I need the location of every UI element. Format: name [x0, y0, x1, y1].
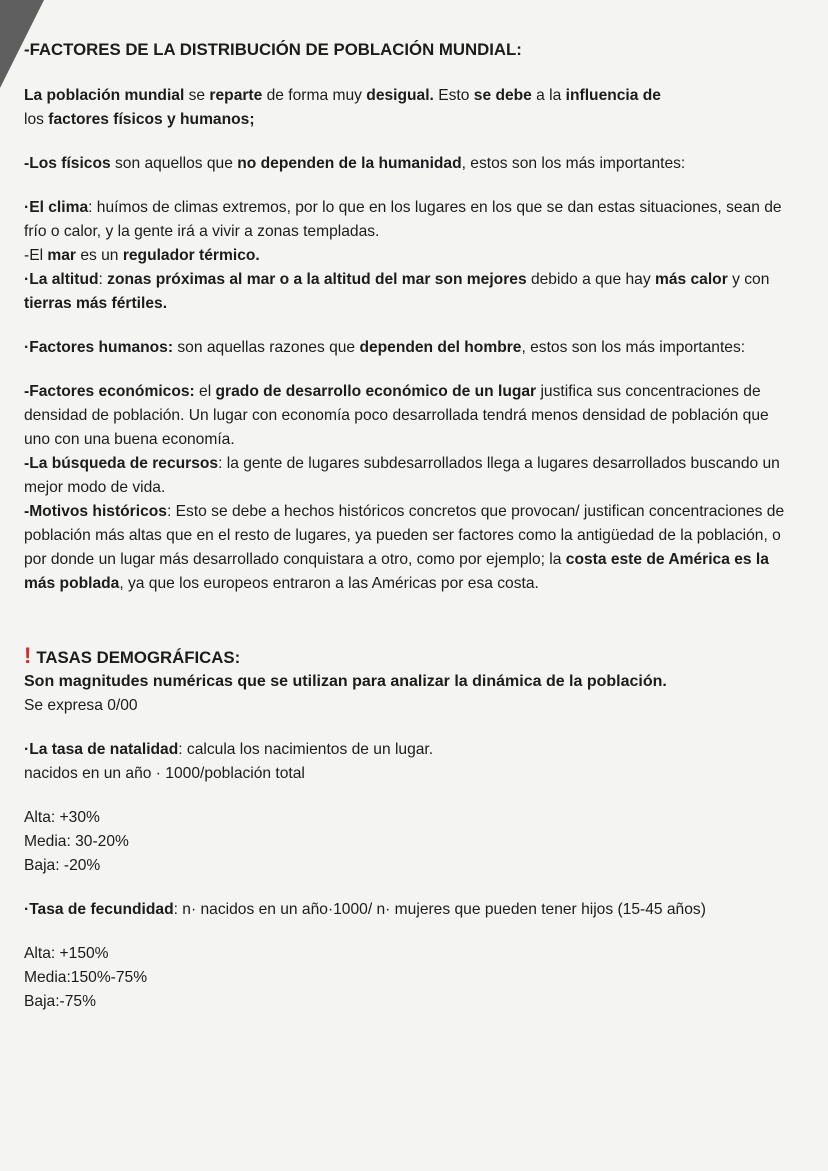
birth-rate-low: Baja: -20%: [24, 857, 101, 874]
historical-reasons-paragraph: -Motivos históricos: Esto se debe a hechos históricos concretos que provocan/ justifican concentraciones de población más altas que en el resto de lugares, ya pueden ser factores como la antigüedad de la población, o por donde un lugar más desarrollado conquistara a otro, como por ejemplo; la costa este de América es la más poblada, ya que los europeos entraron a las Américas por esa costa.: [24, 503, 785, 592]
resources-paragraph: -La búsqueda de recursos: la gente de lugares subdesarrollados llega a lugares desarrollados buscando un mejor modo de vida.: [24, 455, 780, 496]
demographic-rates-heading: ! TASAS DEMOGRÁFICAS:: [24, 643, 241, 668]
fertility-rate-paragraph: ·Tasa de fecundidad: n· nacidos en un año·1000/ n· mujeres que pueden tener hijos (15-45 años): [24, 901, 706, 918]
demographic-rates-definition: Son magnitudes numéricas que se utilizan para analizar la dinámica de la población.: [24, 673, 667, 690]
altitude-paragraph: ·La altitud: zonas próximas al mar o a la altitud del mar son mejores debido a que hay más calor y con tierras más fértiles.: [24, 271, 770, 312]
climate-paragraph: ·El clima: huímos de climas extremos, por lo que en los lugares en los que se dan estas situaciones, sean de frío o calor, y la gente irá a vivir a zonas templadas.: [24, 199, 782, 240]
human-factors-paragraph: ·Factores humanos: son aquellas razones que dependen del hombre, estos son los más importantes:: [24, 339, 746, 356]
economic-factors-paragraph: -Factores económicos: el grado de desarrollo económico de un lugar justifica sus concentraciones de densidad de población. Un lugar con economía poco desarrollada tendrá menos densidad de población que uno con una buena economía.: [24, 383, 769, 448]
exclamation-icon: !: [24, 643, 32, 668]
birth-rate-medium: Media: 30-20%: [24, 833, 129, 850]
physical-factors-paragraph: -Los físicos son aquellos que no dependen de la humanidad, estos son los más importantes:: [24, 155, 686, 172]
birth-rate-paragraph: ·La tasa de natalidad: calcula los nacimientos de un lugar.: [24, 741, 434, 758]
sea-paragraph: -El mar es un regulador térmico.: [24, 247, 260, 264]
birth-rate-formula: nacidos en un año · 1000/población total: [24, 765, 305, 782]
fertility-rate-low: Baja:-75%: [24, 993, 96, 1010]
birth-rate-high: Alta: +30%: [24, 809, 100, 826]
intro-paragraph: La población mundial se reparte de forma muy desigual. Esto se debe a la influencia de los factores físicos y humanos;: [24, 87, 661, 128]
page-title: -FACTORES DE LA DISTRIBUCIÓN DE POBLACIÓN MUNDIAL:: [24, 40, 522, 59]
fertility-rate-high: Alta: +150%: [24, 945, 109, 962]
document-page: [24, 36, 794, 1014]
expressed-per-mille: Se expresa 0/00: [24, 697, 138, 714]
fertility-rate-medium: Media:150%-75%: [24, 969, 148, 986]
